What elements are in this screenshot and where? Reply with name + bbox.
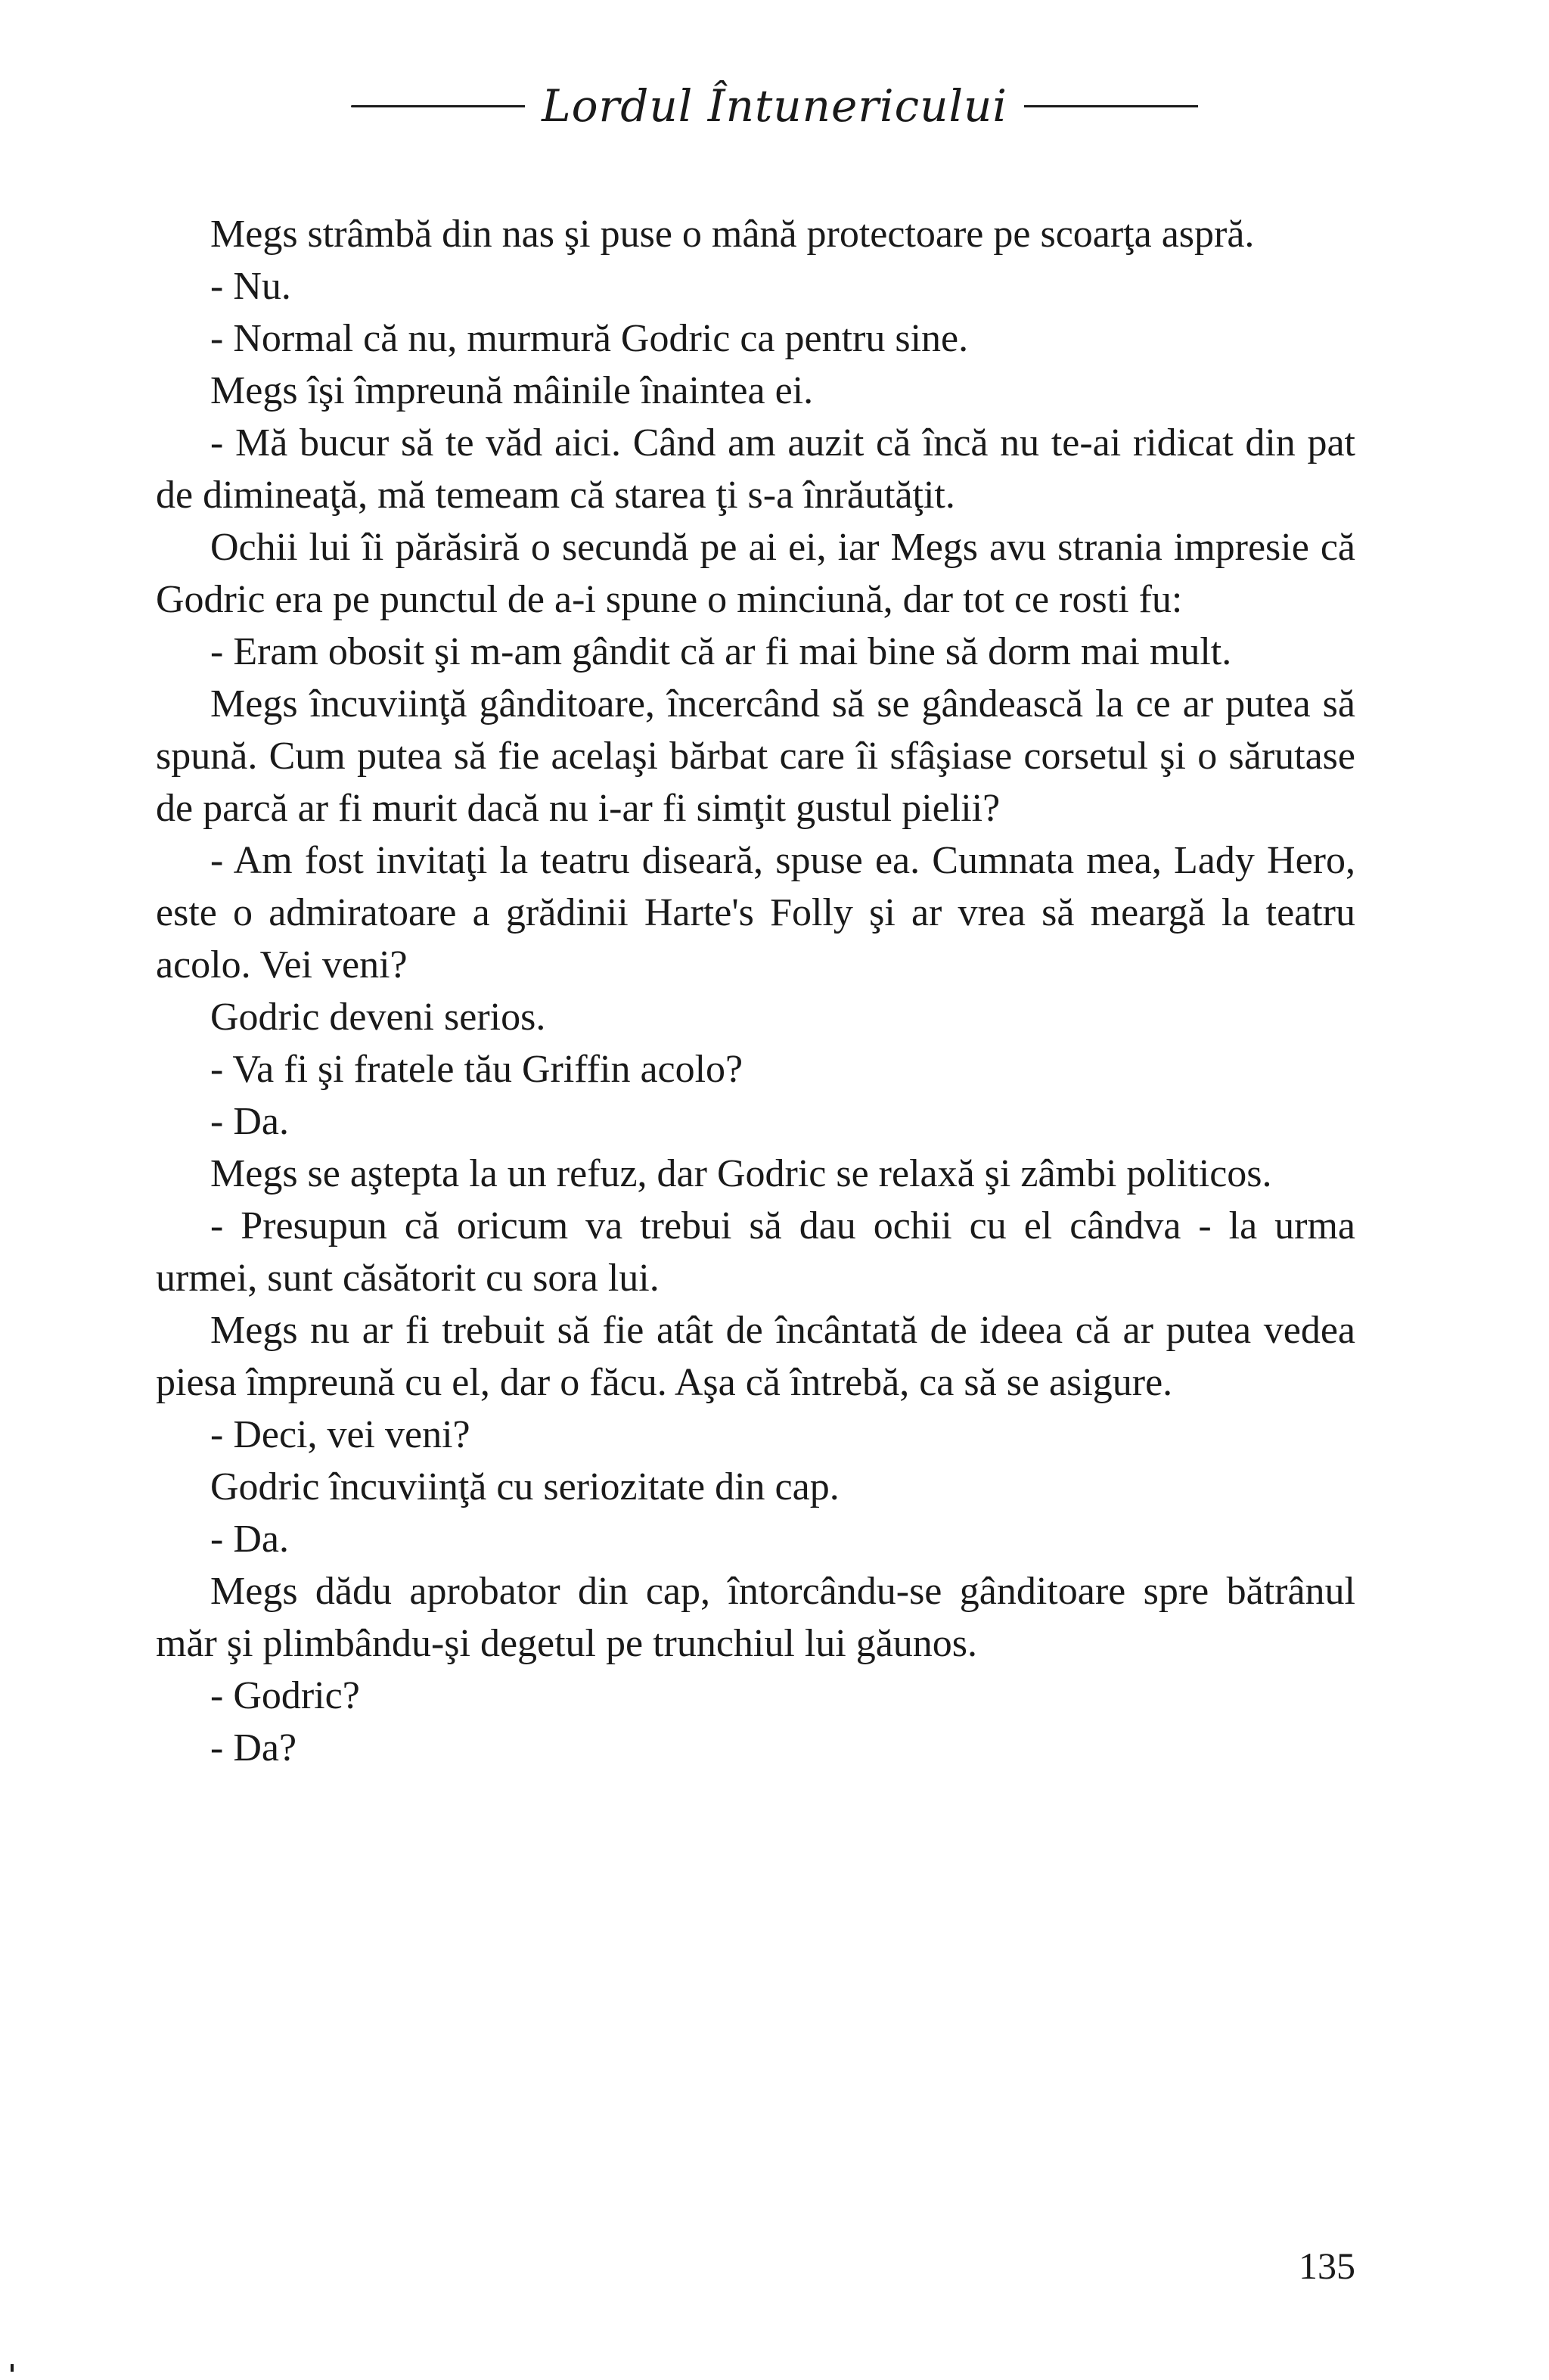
paragraph: Godric deveni serios. (210, 996, 546, 1039)
paragraph: - Va fi şi fratele tău Griffin acolo? (210, 1048, 743, 1091)
running-head (0, 76, 1549, 136)
paragraph: - Da. (210, 1518, 289, 1561)
paragraph: Ochii lui îi părăsiră o secundă pe ai ei, iar Megs avu strania impresie că Godric era pe punctul de a-i spune o minciună, dar tot ce rosti fu: (156, 526, 1355, 621)
paragraph: - Da. (210, 1100, 289, 1143)
body-text (156, 208, 1355, 1774)
paragraph: Godric încuviinţă cu seriozitate din cap. (210, 1465, 840, 1508)
paragraph: - Presupun că oricum va trebui să dau ochii cu el cândva - la urma urmei, sunt căsătorit cu sora lui. (156, 1204, 1355, 1300)
scan-mark (11, 2364, 14, 2372)
paragraph: - Eram obosit şi m-am gândit că ar fi mai bine să dorm mai mult. (210, 630, 1232, 673)
paragraph: Megs nu ar fi trebuit să fie atât de încântată de ideea că ar putea vedea piesa împreună cu el, dar o făcu. Aşa că întrebă, ca să se asigure. (156, 1309, 1355, 1404)
paragraph: Megs îşi împreună mâinile înaintea ei. (210, 369, 814, 412)
paragraph: - Mă bucur să te văd aici. Când am auzit că încă nu te-ai ridicat din pat de dimineaţă, mă temeam că starea ţi s-a înrăutăţit. (156, 421, 1355, 517)
running-head-title: Lordul Întunericului (542, 80, 1007, 132)
paragraph: Megs dădu aprobator din cap, întorcându-se gânditoare spre bătrânul măr şi plimbându-şi degetul pe trunchiul lui găunos. (156, 1570, 1355, 1665)
paragraph: - Am fost invitaţi la teatru diseară, spuse ea. Cumnata mea, Lady Hero, este o admiratoare a grădinii Harte's Folly şi ar vrea să meargă la teatru acolo. Vei veni? (156, 839, 1355, 986)
paragraph: - Deci, vei veni? (210, 1413, 470, 1456)
paragraph: - Godric? (210, 1674, 360, 1717)
page-number: 135 (1299, 2245, 1355, 2287)
paragraph: Megs strâmbă din nas şi puse o mână protectoare pe scoarţa aspră. (210, 213, 1255, 256)
paragraph: Megs încuviinţă gânditoare, încercând să se gândească la ce ar putea să spună. Cum putea să fie acelaşi bărbat care îi sfâşiase corsetul şi o sărutase de parcă ar fi murit dacă nu i-ar fi simţit gustul pielii? (156, 682, 1355, 830)
paragraph: - Normal că nu, murmură Godric ca pentru sine. (210, 317, 969, 360)
paragraph: Megs se aştepta la un refuz, dar Godric se relaxă şi zâmbi politicos. (210, 1152, 1272, 1195)
paragraph: - Nu. (210, 265, 291, 308)
running-head-rule-left (351, 105, 525, 107)
paragraph: - Da? (210, 1726, 297, 1769)
running-head-rule-right (1024, 105, 1198, 107)
